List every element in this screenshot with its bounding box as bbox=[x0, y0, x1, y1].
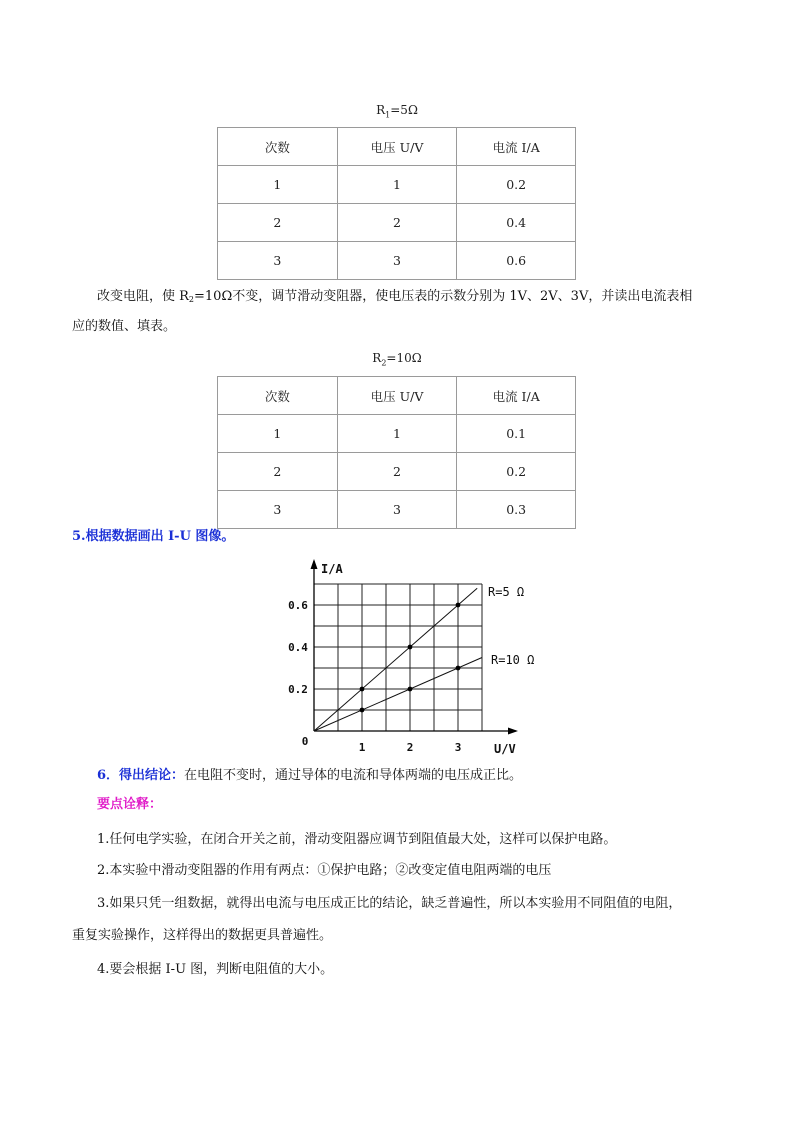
table-cell: 0.1 bbox=[457, 415, 576, 453]
y-axis-label: I/A bbox=[321, 562, 343, 576]
table-cell: 1 bbox=[337, 166, 457, 204]
x-tick-label: 1 bbox=[358, 741, 366, 754]
table1 bbox=[217, 127, 576, 280]
table-row bbox=[218, 204, 576, 242]
table-row bbox=[218, 242, 576, 280]
table-cell: 2 bbox=[218, 453, 338, 491]
table-cell: 3 bbox=[337, 242, 457, 280]
table-row bbox=[218, 415, 576, 453]
conclusion-text: 在电阻不变时，通过导体的电流和导体两端的电压成正比。 bbox=[184, 768, 523, 783]
data-point bbox=[360, 687, 365, 692]
series-label: R=5 Ω bbox=[488, 585, 525, 599]
x-axis-label: U/V bbox=[494, 742, 516, 755]
data-point bbox=[408, 687, 413, 692]
table-cell: 0.2 bbox=[457, 166, 576, 204]
y-tick-label: 0.2 bbox=[288, 683, 308, 696]
key-point-1: 1.任何电学实验，在闭合开关之前，滑动变阻器应调节到阻值最大处，这样可以保护电路。 bbox=[97, 832, 617, 847]
data-point bbox=[408, 645, 413, 650]
table-header-row bbox=[218, 377, 576, 415]
header-cell: 次数 bbox=[218, 377, 338, 415]
table-row bbox=[218, 453, 576, 491]
table-cell: 0.4 bbox=[457, 204, 576, 242]
data-point bbox=[456, 603, 461, 608]
iu-chart bbox=[0, 555, 794, 755]
key-point-3-continued: 重复实验操作，这样得出的数据更具普遍性。 bbox=[72, 928, 333, 943]
table-row bbox=[218, 166, 576, 204]
key-point-4: 4.要会根据 I-U 图，判断电阻值的大小。 bbox=[97, 962, 334, 977]
table-cell: 1 bbox=[218, 166, 338, 204]
table-cell: 0.2 bbox=[457, 453, 576, 491]
y-axis-arrow bbox=[311, 559, 318, 569]
table-row bbox=[218, 491, 576, 529]
series-label: R=10 Ω bbox=[491, 653, 535, 667]
key-point-2: 2.本实验中滑动变阻器的作用有两点：①保护电路；②改变定值电阻两端的电压 bbox=[97, 863, 552, 878]
header-cell: 电压 U/V bbox=[337, 377, 457, 415]
table-cell: 3 bbox=[218, 491, 338, 529]
table-header-row bbox=[218, 128, 576, 166]
y-tick-label: 0.6 bbox=[288, 599, 308, 612]
data-point bbox=[456, 666, 461, 671]
header-cell: 电压 U/V bbox=[337, 128, 457, 166]
table-cell: 1 bbox=[218, 415, 338, 453]
header-cell: 电流 I/A bbox=[457, 377, 576, 415]
header-cell: 次数 bbox=[218, 128, 338, 166]
table2-caption: $R_2=10\Omega$ bbox=[372, 351, 422, 368]
x-tick-label: 3 bbox=[454, 741, 462, 754]
table-cell: 2 bbox=[337, 204, 457, 242]
table1-caption: $R_1=5\Omega$ bbox=[376, 103, 418, 120]
table2 bbox=[217, 376, 576, 529]
y-tick-label: 0.4 bbox=[288, 641, 308, 654]
header-cell: 电流 I/A bbox=[457, 128, 576, 166]
x-axis-arrow bbox=[508, 728, 518, 735]
table-cell: 3 bbox=[337, 491, 457, 529]
table-cell: 2 bbox=[218, 204, 338, 242]
x-tick-label: 2 bbox=[406, 741, 414, 754]
step5-heading: 5.根据数据画出 I-U 图像。 bbox=[72, 529, 235, 544]
conclusion-paragraph bbox=[97, 763, 522, 789]
table-cell: 3 bbox=[218, 242, 338, 280]
origin-label: 0 bbox=[301, 735, 309, 748]
change-resistance-paragraph-line2: 应的数值、填表。 bbox=[72, 319, 177, 334]
data-point bbox=[360, 708, 365, 713]
key-point-3: 3.如果只凭一组数据，就得出电流与电压成正比的结论，缺乏普遍性，所以本实验用不同阻值的电阻， bbox=[97, 896, 682, 911]
table-cell: 1 bbox=[337, 415, 457, 453]
change-resistance-paragraph: 改变电阻，使 R2=10Ω不变，调节滑动变阻器，使电压表的示数分别为 1V、2V、3V，并读出电流表相 bbox=[97, 289, 693, 304]
table-cell: 2 bbox=[337, 453, 457, 491]
key-points-heading: 要点诠释： bbox=[97, 797, 163, 812]
table-cell: 0.3 bbox=[457, 491, 576, 529]
table-cell: 0.6 bbox=[457, 242, 576, 280]
conclusion-label: 6．得出结论： bbox=[97, 768, 185, 783]
